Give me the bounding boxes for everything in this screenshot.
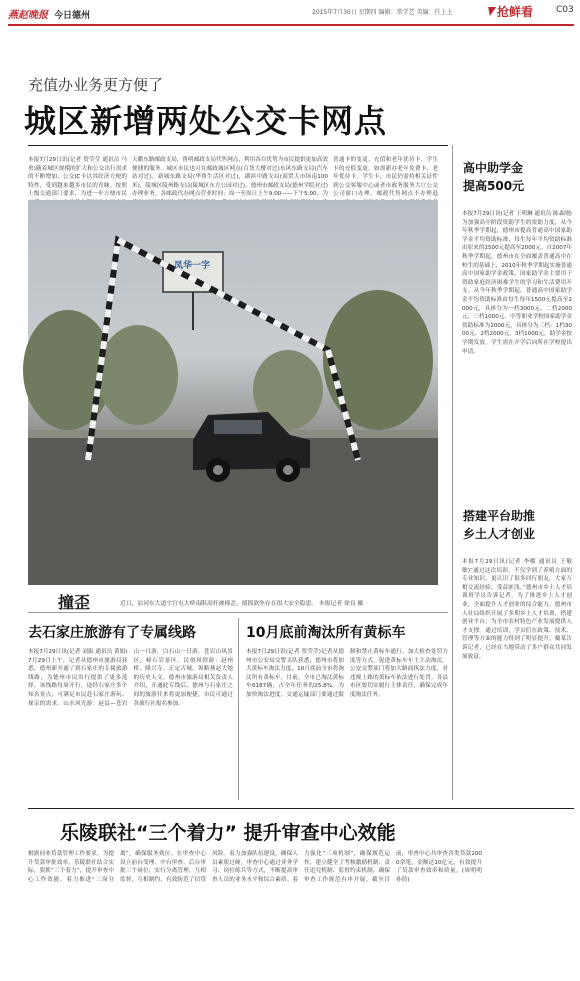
sidebar1-title-line1: 高中助学金: [463, 161, 524, 175]
story-divider: [238, 618, 239, 800]
lead-body-col1: 本报7月29日讯(记者 贺莹莹 通讯员 马勇)随着城区规模的扩大和公交出行需求的不断增加，公交IC卡以其经济方便的特性，受到越来越多市民的青睐。按照上级交通部门要求，为进一步方便市民: [28, 157, 127, 198]
sidebar1-title-line2: 提高500元: [463, 179, 525, 193]
news-photo: [28, 200, 438, 585]
sidebar2-title-line1: 搭建平台助推: [463, 509, 536, 523]
sidebar-divider: [452, 145, 453, 800]
story3-body: 本报7月29日讯(记者 贺莹莹)记者从德州市公安局交警支队获悉，德州市将加大黄标车淘汰力度，10月底前全市将淘汰所有黄标车。目前，全市已淘汰黄标车6187辆，占全年任务的25.8%。为加快淘汰进度，交通运输部门要通过限制和禁止黄标车通行、加大检查处罚力度等方式，促进黄标车车主主动淘汰。公安交警部门将加大路面执法力度，对违规上路的黄标车依法进行处罚。各县市区要切实履行主体责任，确保完成年度淘汰任务。: [246, 649, 448, 698]
photo-caption-text: 近日，凉河东大道宇官屯大桥南限高杆被撞歪，摇摇欲坠存在很大安全隐患。 本报记者 徐良 摄: [120, 601, 364, 607]
story2-headline: 去石家庄旅游有了专属线路: [28, 625, 196, 641]
masthead-paper-name: 燕赵晚报 今日德州: [8, 10, 91, 21]
section-tag: 抢鲜看: [487, 3, 533, 20]
page-number: C03: [556, 5, 574, 15]
masthead-date-line: 2015年7月30日 星期四 编辑：常学艺 美编：任上上: [312, 9, 453, 16]
lead-body-col2: 天衢东路邮政支局，鲁明邮政支局代售网点，利用各自优势为市民提供更加高效便捷的服务。城区市民也可在邮政城区网点(百货大楼对过)东风东路支局(汽车站对过)，新城东路支局(华鲁生活区对过)，湖滨中路支局(商贸大市场南100米)，陵城区陵州路支局(陵城区东方公园对过)，德州市邮政支局(德州学院对过)办理业务。各邮政代办网点营业时间：周一至周日上午9:00——下午5:00。为: [132, 157, 328, 198]
story4-body: 根据同业贷款管理工作要求，为提升贷款审批效率，乐陵联社结合实际，狠抓“三个着力”，提升审查中心工作效能。着力推进“三岗分离”，确保服务到位。在审查中心设立前台受理、中台审查、后台审批三个岗位，实行分离管理，互相监督，互相制约，有效防范了信贷风险。着力加强队伍建设，确保人员素质过硬。审查中心通过业务学习、岗位练兵等方式，不断提高审查人员的业务水平和综合素质。着力强化“三项机制”，确保规范运作，建立健全了考核激励机制、责任追究机制、监督约束机制，确保审查工作规范有序开展。截至目前，审查中心共审查各类贷款2000余笔，金额达10亿元，有效提升了贷款审查效率和质量。(周明明 孙倩): [28, 851, 482, 883]
story2-body: 本报7月29日讯(记者 刘振 通讯员 黄娟)7月29日上午，记者从德州市旅游局获悉，德州新开通了到石家庄的专属旅游线路，为德州市民出行提供了更多选择。该线路每周开行，途经石家庄多个知名景点，可满足市民赴石家庄游玩、探亲的需求。山水风光游：赵县—苍岩山一日游，白石山一日游，苍岩山风景区，嶂石岩景区。民俗风情游：赵州桥、隆兴寺、正定古城，领略燕赵大地的历史人文。德州市旅游局相关负责人介绍，开通此专线后，德州与石家庄之间的旅游往来将更加便捷，市民可通过各旅行社报名参加。: [28, 649, 233, 707]
bottom-rule: [28, 808, 574, 809]
billboard-text: 凤华一字: [174, 261, 211, 271]
masthead-edition: 今日德州: [54, 11, 91, 21]
sidebar2-body: 本报7月29日讯(记者 李榴 通讯员 王敬敏)“通过这次培训，不仅学到了养殖方面的专业知识，更认识了很多同行朋友，大家互相交流经验，受益匪浅。”德州市乡土人才培训班学员告诉记者。为了推进乡土人才创业，全面提升人才创业的综合能力，德州市人社局组织开展了多期乡土人才培训，搭建创业平台，为全市农村特色产业发展提供人才支撑。通过培训，学员们在政策、技术、管理等方面的能力得到了明显提升。戴某告诉记者，已经在当地带动了多户群众共同发展致富。: [462, 559, 572, 660]
lightning-icon: [486, 7, 496, 16]
photo-caption-label: 撞歪: [58, 593, 91, 612]
sidebar2-title-line2: 乡土人才创业: [463, 527, 536, 541]
story3-headline: 10月底前淘汰所有黄标车: [246, 625, 406, 641]
lead-kicker: 充值办业务更方便了: [28, 76, 164, 94]
masthead-rule: [8, 24, 574, 26]
lead-headline: 城区新增两处公交卡网点: [24, 102, 388, 140]
stories-rule: [28, 612, 448, 613]
story4-headline: 乐陵联社“三个着力” 提升审查中心效能: [60, 822, 396, 844]
sidebar1-body: 本报7月29日讯(记者 王明琳 通讯员 陈森刚)为加强高中阶段资助学生的资助力度，从今年秋季学期起，德州市提高普通高中国家助学金平均资助标准，每生每年平均资助标准由原来的1500元提高至2000元。自2007年秋季学期起，德州市在全面覆盖普通高中在校生的基础上，2010年秋季学期起实施普通高中国家助学金政策。国家助学金主要用于资助家庭经济困难学生的学习和生活费用开支。从今年秋季学期起，普通高中国家助学金平均资助标准由每生每年1500元提高至2000元，具体分为一档3000元、二档2000元、三档1000元。中等职业学校国家助学金资助标准为2000元，具体分为三档：1档3000元、2档2000元、3档1000元。助学金按学期发放，学生需在开学后向所在学校提出申请。: [462, 211, 572, 355]
lead-body-col3: 普通卡的变更，充值和老年优待卡、学生卡的充值变更，如需新办老年免费卡、老年优待卡、学生卡，市民仍需持相关证件到公交客服中心或者市政务服务大厅公交公司窗口办理。邮政代售网点不办理退: [333, 157, 438, 198]
lead-rule: [28, 145, 448, 146]
